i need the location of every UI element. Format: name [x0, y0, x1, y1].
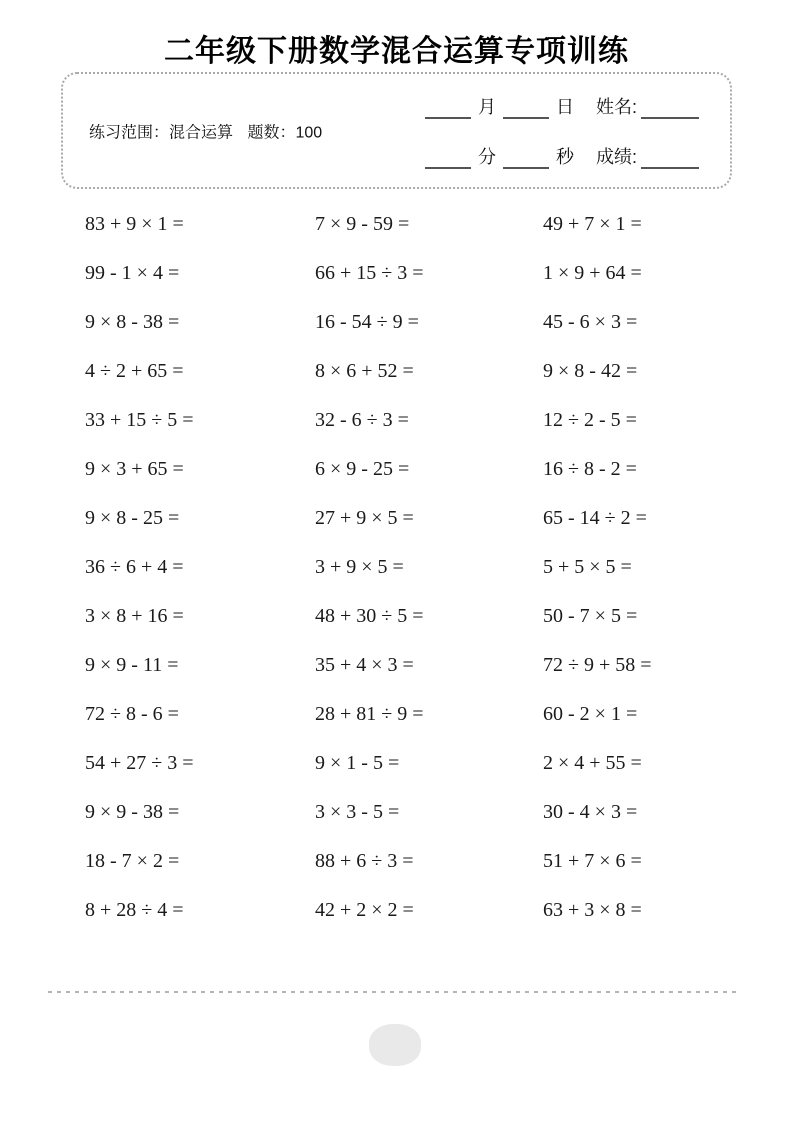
dashed-cut-line	[48, 991, 740, 993]
problem: 16 ÷ 8 - 2 =	[543, 458, 637, 480]
worksheet-info-box	[61, 72, 732, 189]
problem: 33 + 15 ÷ 5 =	[85, 409, 194, 431]
problems-column-2	[315, 200, 543, 935]
time-score-row	[418, 143, 706, 169]
problem: 72 ÷ 9 + 58 =	[543, 654, 652, 676]
problem: 45 - 6 × 3 =	[543, 311, 638, 333]
problems-grid	[85, 200, 740, 935]
problem: 9 × 9 - 38 =	[85, 801, 180, 823]
question-count-label: 题数：100	[247, 124, 323, 141]
minute-blank-field	[425, 151, 471, 169]
problem: 18 - 7 × 2 =	[85, 850, 180, 872]
problem: 72 ÷ 8 - 6 =	[85, 703, 179, 725]
problem: 30 - 4 × 3 =	[543, 801, 638, 823]
problem: 2 × 4 + 55 =	[543, 752, 642, 774]
name-blank-field	[641, 101, 699, 119]
problem: 60 - 2 × 1 =	[543, 703, 638, 725]
problem: 5 + 5 × 5 =	[543, 556, 632, 578]
name-label: 姓名:	[595, 96, 637, 117]
problem: 83 + 9 × 1 =	[85, 213, 184, 235]
score-blank-field	[641, 151, 699, 169]
day-label: 日	[555, 96, 574, 117]
problem: 9 × 9 - 11 =	[85, 654, 179, 676]
problem: 4 ÷ 2 + 65 =	[85, 360, 184, 382]
problem: 3 × 8 + 16 =	[85, 605, 184, 627]
day-blank-field	[503, 101, 549, 119]
problem: 3 + 9 × 5 =	[315, 556, 404, 578]
problem: 48 + 30 ÷ 5 =	[315, 605, 424, 627]
problem: 36 ÷ 6 + 4 =	[85, 556, 184, 578]
problem: 12 ÷ 2 - 5 =	[543, 409, 637, 431]
problem: 28 + 81 ÷ 9 =	[315, 703, 424, 725]
problem: 88 + 6 ÷ 3 =	[315, 850, 414, 872]
problem: 9 × 1 - 5 =	[315, 752, 400, 774]
problem: 66 + 15 ÷ 3 =	[315, 262, 424, 284]
problem: 9 × 3 + 65 =	[85, 458, 184, 480]
problem: 51 + 7 × 6 =	[543, 850, 642, 872]
second-blank-field	[503, 151, 549, 169]
problem: 7 × 9 - 59 =	[315, 213, 410, 235]
problem: 54 + 27 ÷ 3 =	[85, 752, 194, 774]
problem: 6 × 9 - 25 =	[315, 458, 410, 480]
problem: 9 × 8 - 25 =	[85, 507, 180, 529]
problem: 50 - 7 × 5 =	[543, 605, 638, 627]
date-name-row	[418, 93, 706, 119]
problem: 27 + 9 × 5 =	[315, 507, 414, 529]
problem: 3 × 3 - 5 =	[315, 801, 400, 823]
problem: 8 + 28 ÷ 4 =	[85, 899, 184, 921]
problems-column-3	[543, 200, 740, 935]
problem: 65 - 14 ÷ 2 =	[543, 507, 647, 529]
month-label: 月	[477, 96, 496, 117]
problem: 35 + 4 × 3 =	[315, 654, 414, 676]
footer-oval-decoration	[369, 1024, 421, 1066]
problem: 16 - 54 ÷ 9 =	[315, 311, 419, 333]
month-blank-field	[425, 101, 471, 119]
problem: 42 + 2 × 2 =	[315, 899, 414, 921]
second-label: 秒	[555, 146, 574, 167]
problem: 8 × 6 + 52 =	[315, 360, 414, 382]
practice-scope-line	[89, 119, 332, 142]
problem: 1 × 9 + 64 =	[543, 262, 642, 284]
problems-column-1	[85, 200, 315, 935]
minute-label: 分	[477, 146, 496, 167]
problem: 32 - 6 ÷ 3 =	[315, 409, 409, 431]
problem: 63 + 3 × 8 =	[543, 899, 642, 921]
problem: 9 × 8 - 42 =	[543, 360, 638, 382]
score-label: 成绩:	[595, 146, 637, 167]
practice-scope-label: 练习范围：混合运算	[89, 124, 234, 141]
page-title: 二年级下册数学混合运算专项训练	[164, 35, 629, 68]
problem: 49 + 7 × 1 =	[543, 213, 642, 235]
problem: 9 × 8 - 38 =	[85, 311, 180, 333]
problem: 99 - 1 × 4 =	[85, 262, 180, 284]
fill-in-area	[418, 74, 706, 187]
